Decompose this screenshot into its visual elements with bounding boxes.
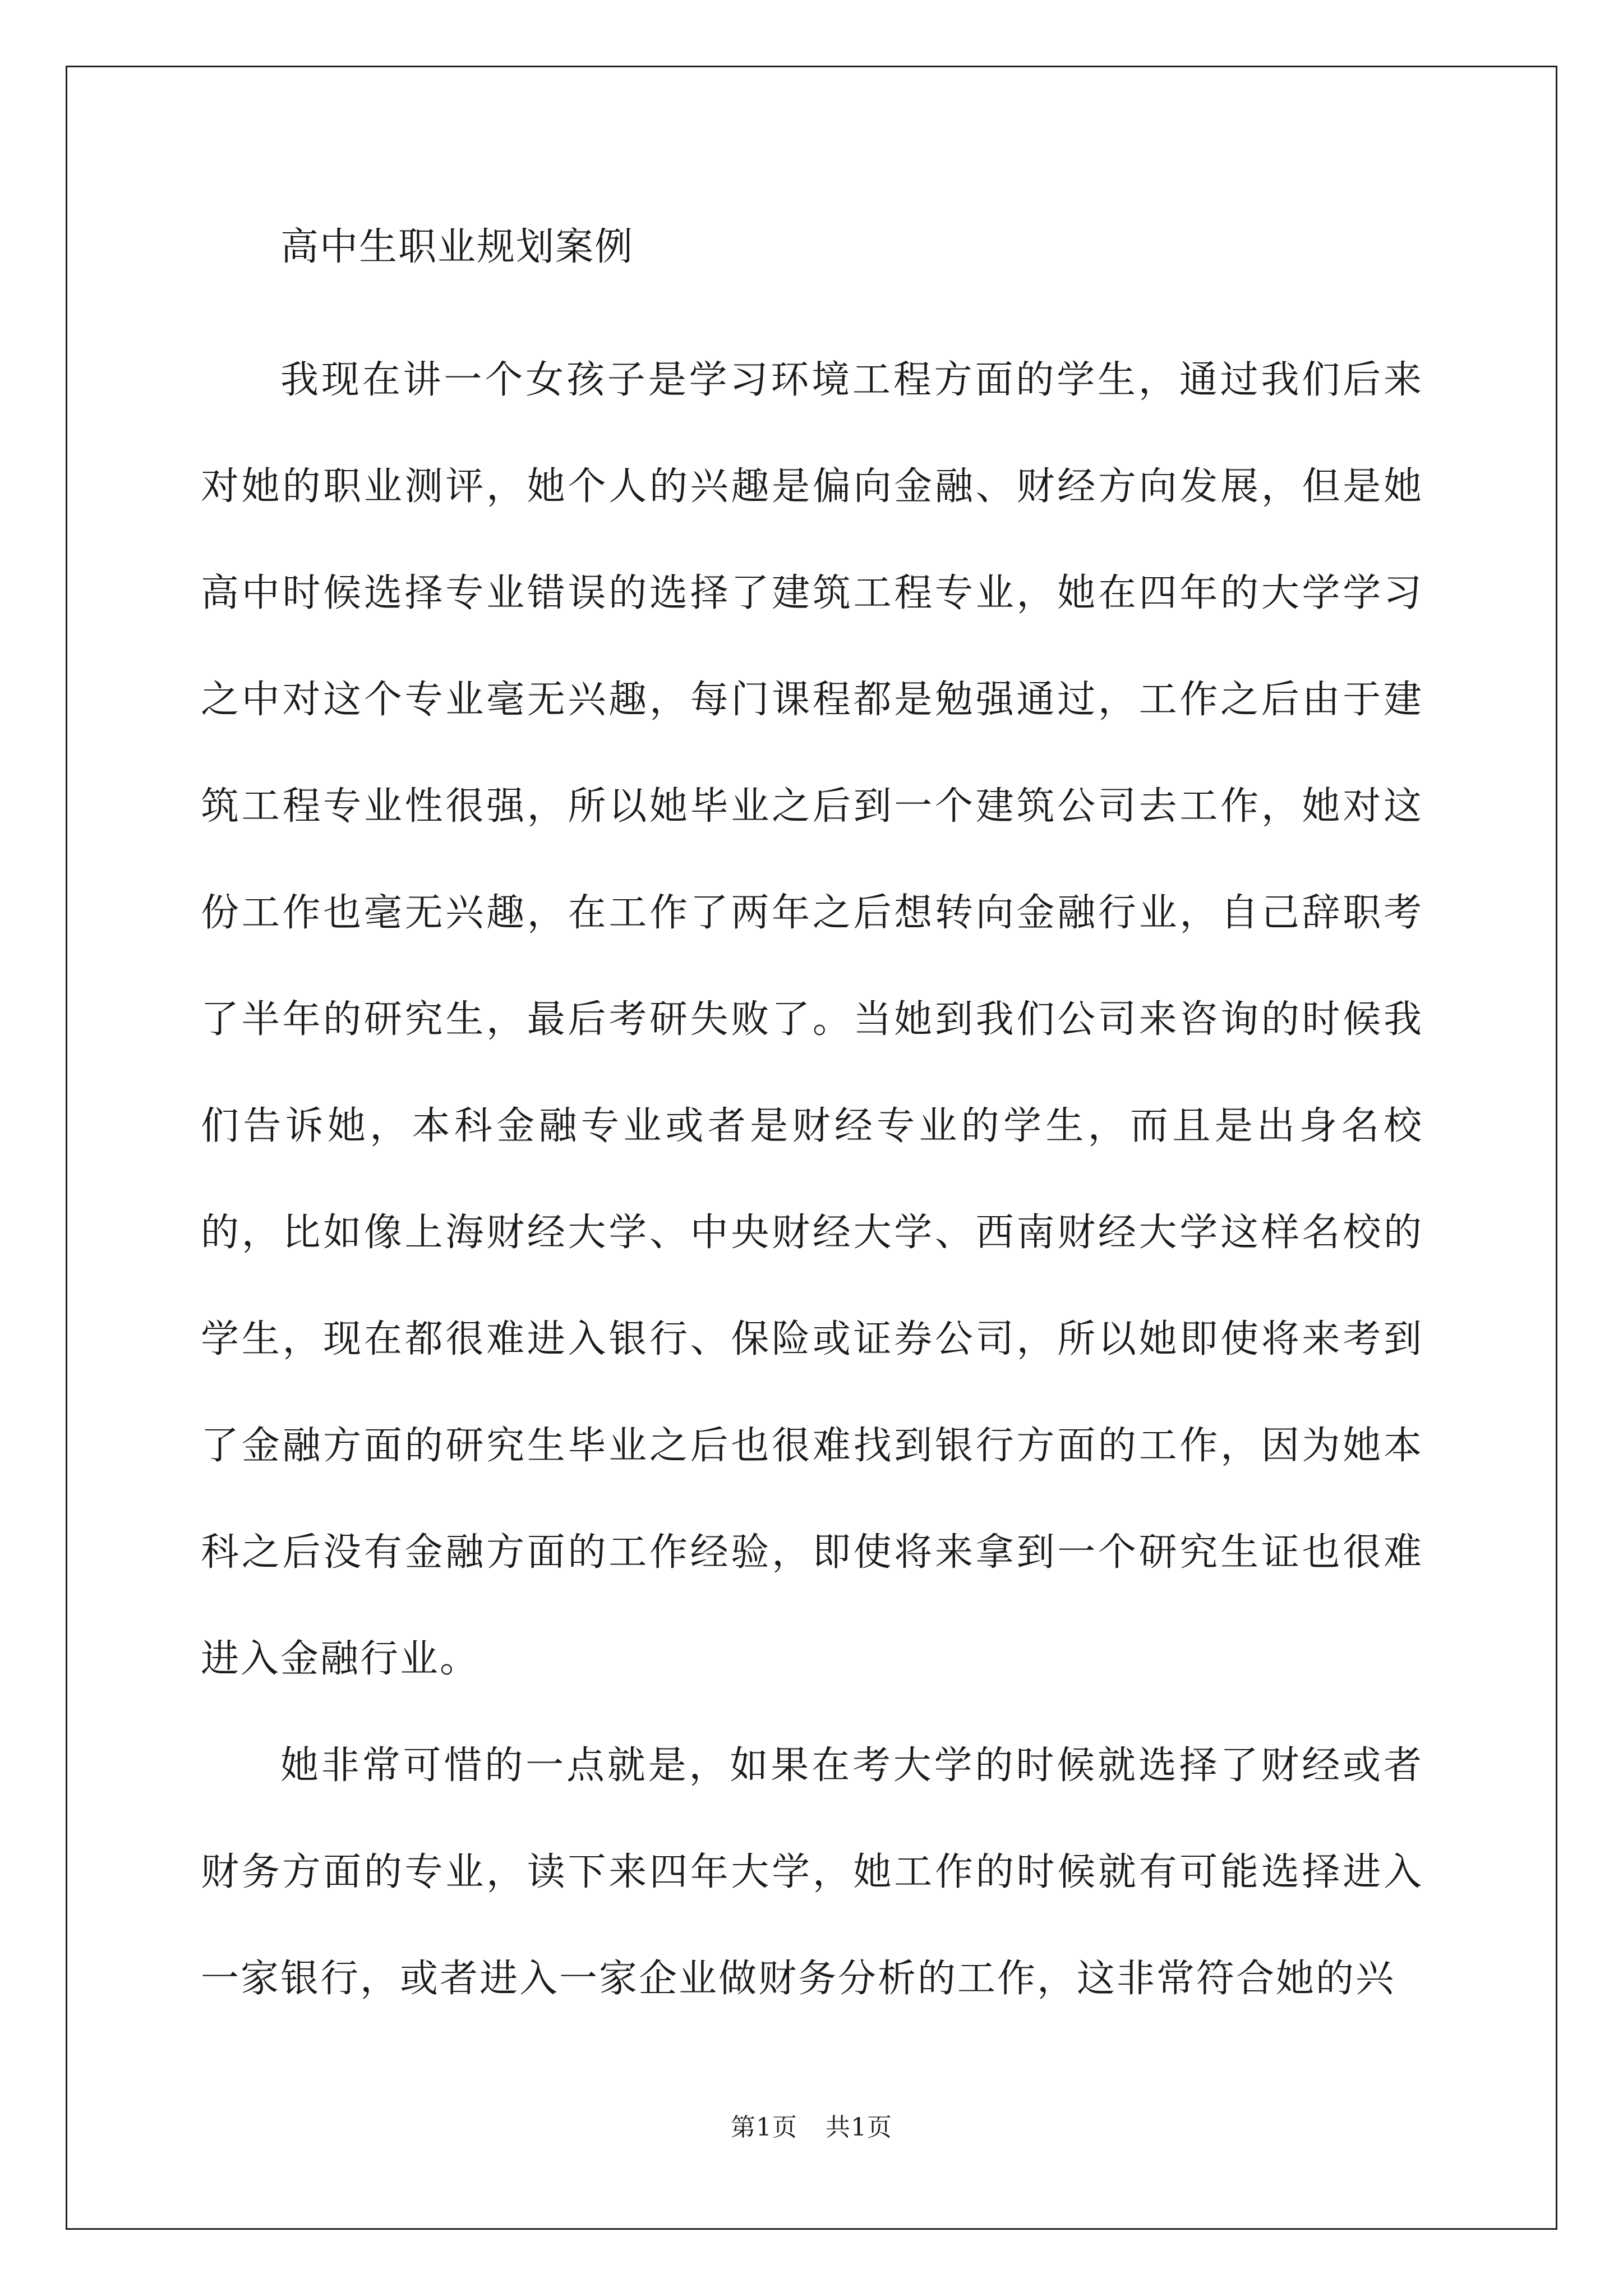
page-total: 共1页 [826, 2113, 892, 2142]
document-title: 高中生职业规划案例 [280, 225, 634, 269]
paragraph-1: 我现在讲一个女孩子是学习环境工程方面的学生，通过我们后来对她的职业测评，她个人的兴趣是偏向金融、财经方向发展，但是她高中时候选择专业错误的选择了建筑工程专业，她在四年的大学学习之中对这个专业毫无兴趣，每门课程都是勉强通过，工作之后由于建筑工程专业性很强，所以她毕业之后到一个建筑公司去工作，她对这份工作也毫无兴趣，在工作了两年之后想转向金融行业，自己辞职考了半年的研究生，最后考研失败了。当她到我们公司来咨询的时候我们告诉她，本科金融专业或者是财经专业的学生，而且是出身名校的，比如像上海财经大学、中央财经大学、西南财经大学这样名校的学生，现在都很难进入银行、保险或证券公司，所以她即使将来考到了金融方面的研究生毕业之后也很难找到银行方面的工作，因为她本科之后没有金融方面的工作经验，即使将来拿到一个研究生证也很难进入金融行业。 [201, 358, 1423, 1681]
paragraph-2: 她非常可惜的一点就是，如果在考大学的时候就选择了财经或者财务方面的专业，读下来四年大学，她工作的时候就有可能选择进入一家银行，或者进入一家企业做财务分析的工作，这非常符合她的兴 [201, 1743, 1423, 2001]
document-body [201, 220, 1423, 2032]
page-number: 第1页 [731, 2113, 797, 2142]
page-footer [0, 2111, 1623, 2145]
